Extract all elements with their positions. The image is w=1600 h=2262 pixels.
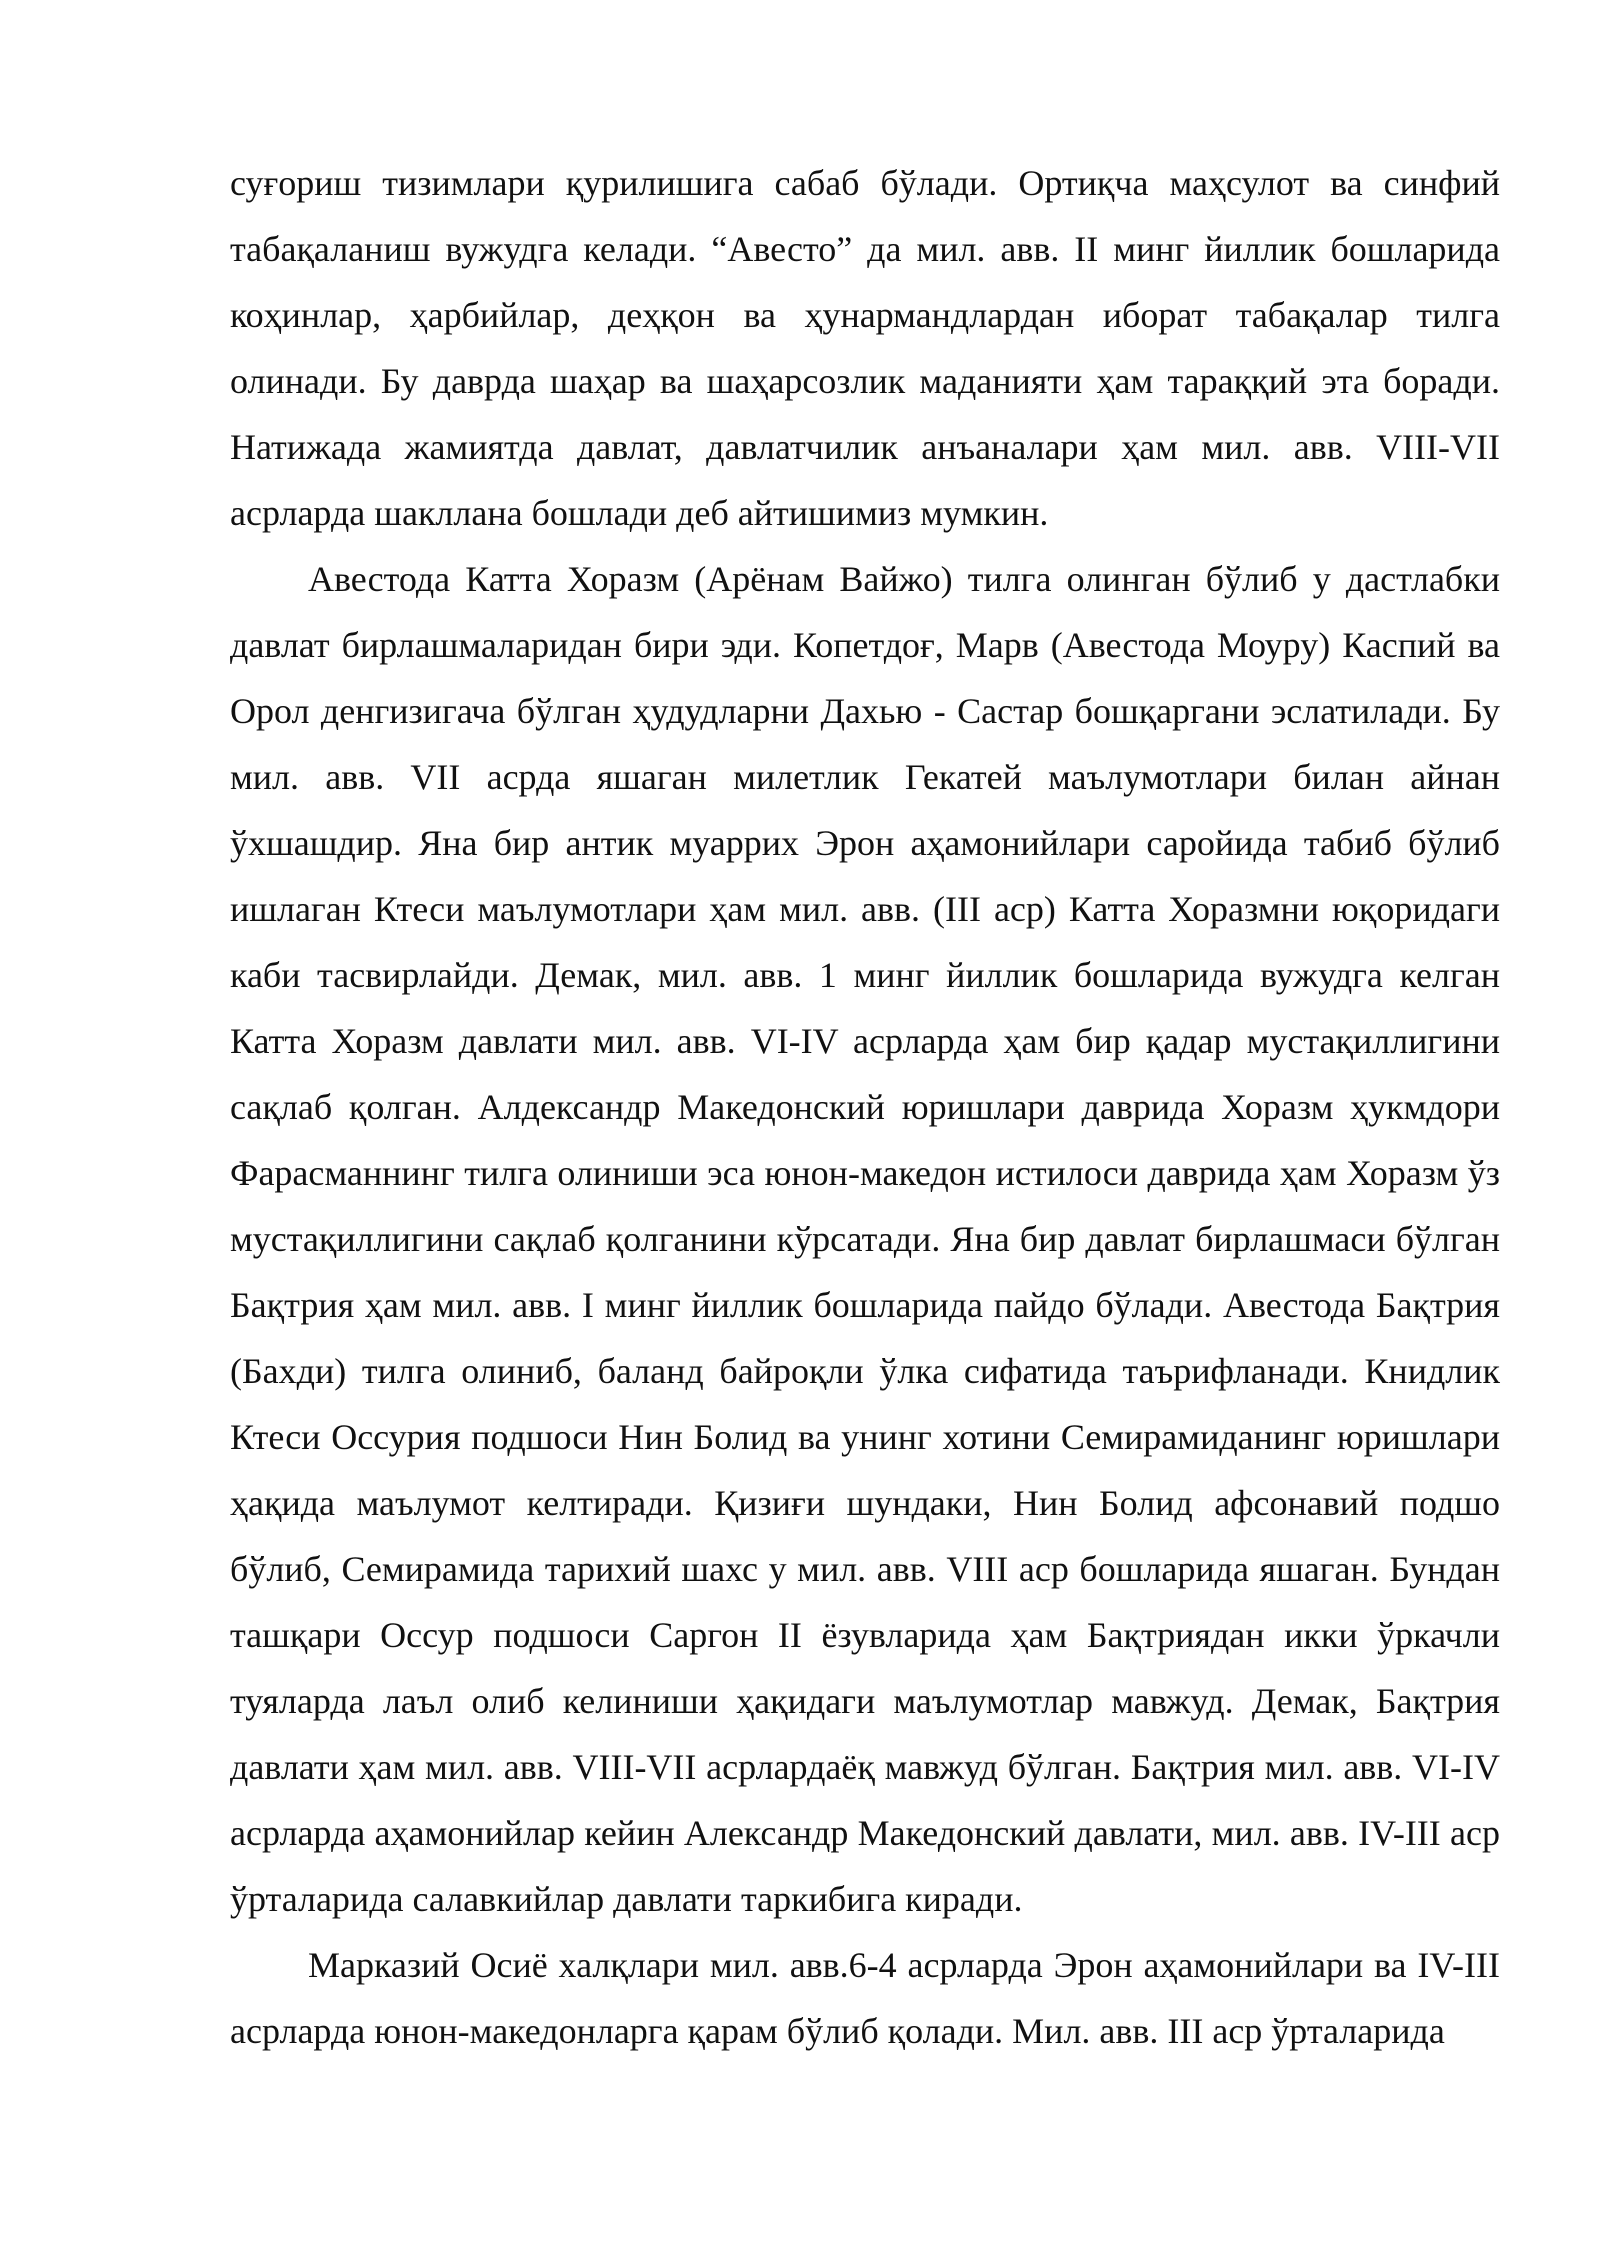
paragraph-2: Авестода Катта Хоразм (Арёнам Вайжо) тилга олинган бўлиб у дастлабки давлат бирлашмаларидан бири эди. Копетдоғ, Марв (Авестода Моуру) Каспий ва Орол денгизигача бўлган ҳудудларни Дахью - Састар бошқаргани эслатилади. Бу мил. авв. VII асрда яшаган милетлик Гекатей маълумотлари билан айнан ўхшашдир. Яна бир антик муаррих Эрон аҳамонийлари саройида табиб бўлиб ишлаган Ктеси маълумотлари ҳам мил. авв. (III аср) Катта Хоразмни юқоридаги каби тасвирлайди. Демак, мил. авв. 1 минг йиллик бошларида вужудга келган Катта Хоразм давлати мил. авв. VI-IV асрларда ҳам бир қадар мустақиллигини сақлаб қолган. Алдександр Македонский юришлари даврида Хоразм ҳукмдори Фарасманнинг тилга олиниши эса юнон-македон истилоси даврида ҳам Хоразм ўз мустақиллигини сақлаб қолганини кўрсатади. Яна бир давлат бирлашмаси бўлган Бақтрия ҳам мил. авв. I минг йиллик бошларида пайдо бўлади. Авестода Бақтрия (Бахди) тилга олиниб, баланд байроқли ўлка сифатида таърифланади. Книдлик Ктеси Оссурия подшоси Нин Болид ва унинг хотини Семирамиданинг юришлари ҳақида маълумот келтиради. Қизиғи шундаки, Нин Болид афсонавий подшо бўлиб, Семирамида тарихий шахс у мил. авв. VIII аср бошларида яшаган. Бундан ташқари Оссур подшоси Саргон II ёзувларида ҳам Бақтриядан икки ўркачли туяларда лаъл олиб келиниши ҳақидаги маълумотлар мавжуд. Демак, Бақтрия давлати ҳам мил. авв. VIII-VII асрлардаёқ мавжуд бўлган. Бақтрия мил. авв. VI-IV асрларда аҳамонийлар кейин Александр Македонский давлати, мил. авв. IV-III аср ўрталарида салавкийлар давлати таркибига киради. [230,559,1500,1919]
document-body [230,150,1500,2064]
paragraph-3: Марказий Осиё халқлари мил. авв.6-4 асрларда Эрон аҳамонийлари ва IV-III асрларда юнон-македонларга қарам бўлиб қолади. Мил. авв. III аср ўрталарида [230,1945,1500,2051]
paragraph-1: суғориш тизимлари қурилишига сабаб бўлади. Ортиқча маҳсулот ва синфий табақаланиш вужудга келади. “Авесто” да мил. авв. II минг йиллик бошларида коҳинлар, ҳарбийлар, деҳқон ва ҳунармандлардан иборат табақалар тилга олинади. Бу даврда шаҳар ва шаҳарсозлик маданияти ҳам тараққий эта боради. Натижада жамиятда давлат, давлатчилик анъаналари ҳам мил. авв. VIII-VII асрларда шаклланa бошлади деб айтишимиз мумкин. [230,163,1500,533]
